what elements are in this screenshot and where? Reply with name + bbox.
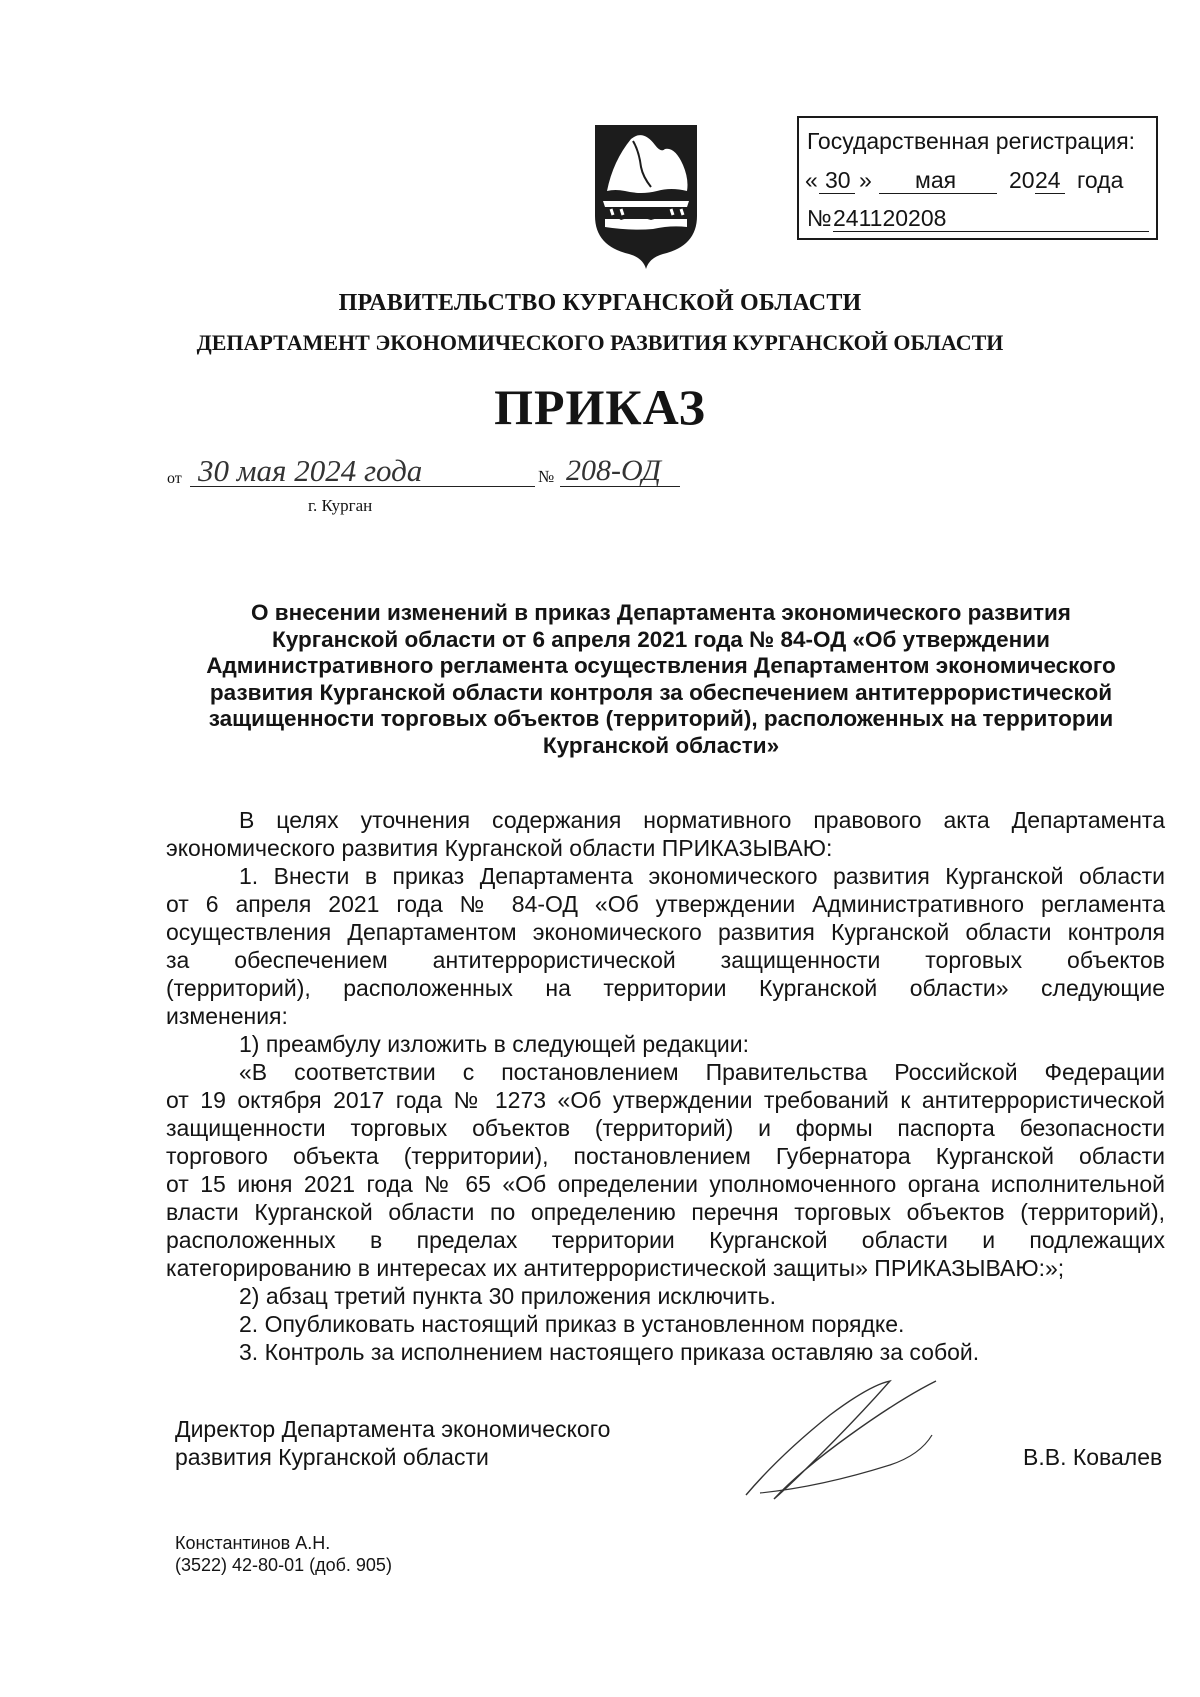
handwritten-signature — [740, 1375, 940, 1515]
registration-day: 30 — [825, 167, 851, 193]
body-line: В целях уточнения содержания нормативного правового акта Департамента — [239, 807, 1165, 833]
body-line: защищенности торговых объектов (территорий) и формы паспорта безопасности — [166, 1115, 1165, 1141]
body-line: власти Курганской области по определению перечня торговых объектов (территорий), — [166, 1199, 1165, 1225]
registration-year-prefix: 20 — [1009, 167, 1035, 193]
executor-info — [175, 1532, 392, 1576]
body-line: осуществления Департаментом экономического развития Курганской области контроля — [166, 919, 1165, 945]
title-line: защищенности торговых объектов (территорий), расположенных на территории — [208, 706, 1114, 731]
registration-open-quote: « — [805, 167, 818, 193]
handwritten-date: 30 мая 2024 года — [198, 453, 423, 488]
body-line: 2. Опубликовать настоящий приказ в установленном порядке. — [239, 1311, 905, 1337]
government-heading: ПРАВИТЕЛЬСТВО КУРГАНСКОЙ ОБЛАСТИ — [338, 290, 862, 316]
registration-title: Государственная регистрация: — [807, 128, 1136, 154]
registration-year-suffix: 24 — [1035, 167, 1061, 193]
registration-number: 241120208 — [833, 205, 947, 231]
registration-number-underline — [833, 231, 1149, 232]
title-line: О внесении изменений в приказ Департамента экономического развития — [251, 600, 1071, 625]
title-line: развития Курганской области контроля за обеспечением антитеррористической — [209, 679, 1113, 705]
body-line: 1. Внести в приказ Департамента экономического развития Курганской области — [239, 863, 1165, 889]
body-line: «В соответствии с постановлением Правительства Российской Федерации — [239, 1059, 1165, 1085]
registration-month: мая — [915, 167, 957, 193]
body-line: экономического развития Курганской области ПРИКАЗЫВАЮ: — [166, 835, 833, 861]
title-line: Административного регламента осуществления Департаментом экономического — [206, 653, 1116, 678]
body-line: за обеспечением антитеррористической защищенности торговых объектов — [166, 947, 1165, 973]
registration-year-underline — [1035, 193, 1065, 194]
city-label: г. Курган — [308, 496, 373, 515]
handwritten-order-number: 208-ОД — [566, 454, 661, 487]
title-line: Курганской области» — [542, 732, 780, 758]
body-line: категорированию в интересах их антитеррористической защиты» ПРИКАЗЫВАЮ:»; — [166, 1255, 1065, 1281]
registration-number-label: № — [807, 205, 832, 231]
body-line: от 6 апреля 2021 года № 84-ОД «Об утверждении Административного регламента — [166, 891, 1165, 917]
body-line: (территорий), расположенных на территории Курганской области» следующие — [166, 975, 1165, 1001]
order-number-label: № — [538, 467, 555, 486]
executor-name: Константинов А.Н. — [175, 1533, 331, 1553]
registration-day-underline — [819, 193, 855, 194]
signatory-position-line: Директор Департамента экономического — [175, 1416, 611, 1442]
body-line: 2) абзац третий пункта 30 приложения исключить. — [239, 1283, 777, 1309]
registration-year-word: года — [1077, 167, 1124, 193]
signatory-position — [175, 1415, 610, 1471]
document-type-heading: ПРИКАЗ — [494, 379, 706, 435]
date-from-label: от — [167, 470, 182, 487]
body-line: 3. Контроль за исполнением настоящего приказа оставляю за собой. — [239, 1339, 980, 1365]
registration-close-quote: » — [859, 167, 872, 193]
title-line: Курганской области от 6 апреля 2021 года № 84-ОД «Об утверждении — [272, 626, 1050, 652]
order-title — [160, 600, 1162, 759]
signatory-name: В.В. Ковалев — [1023, 1444, 1163, 1470]
body-line: от 15 июня 2021 года № 65 «Об определении уполномоченного органа исполнительной — [166, 1171, 1165, 1197]
body-line: расположенных в пределах территории Курганской области и подлежащих — [166, 1227, 1165, 1253]
signatory-position-line: развития Курганской области — [175, 1444, 489, 1470]
body-line: торгового объекта (территории), постановлением Губернатора Курганской области — [166, 1143, 1165, 1169]
state-registration-box — [797, 116, 1158, 240]
body-line: изменения: — [166, 1003, 288, 1029]
body-line: от 19 октября 2017 года № 1273 «Об утверждении требований к антитеррористической — [166, 1087, 1165, 1113]
executor-phone: (3522) 42-80-01 (доб. 905) — [175, 1555, 392, 1575]
department-heading: ДЕПАРТАМЕНТ ЭКОНОМИЧЕСКОГО РАЗВИТИЯ КУРГАНСКОЙ ОБЛАСТИ — [196, 330, 1004, 355]
body-line: 1) преамбулу изложить в следующей редакции: — [239, 1031, 749, 1057]
coat-of-arms-emblem — [591, 121, 701, 271]
